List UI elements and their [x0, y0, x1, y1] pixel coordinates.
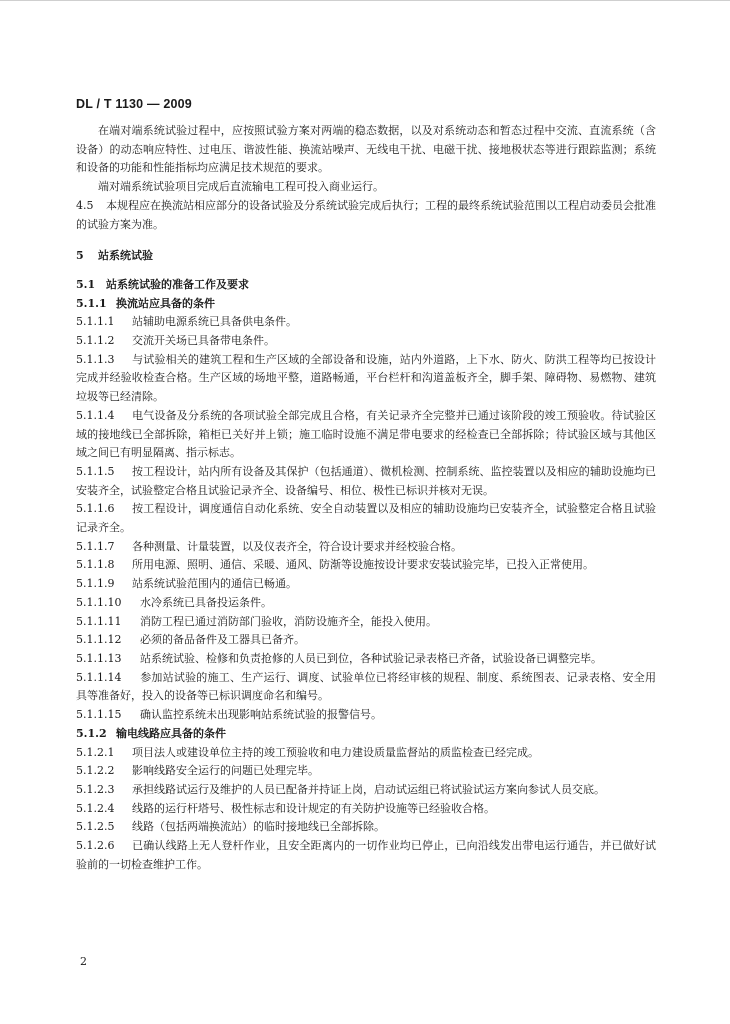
clause: 5.1.2.5 线路（包括两端换流站）的临时接地线已全部拆除。: [76, 820, 385, 834]
clause: 5.1.1.5 按工程设计，站内所有设备及其保护（包括通道）、微机检测、控制系统、监控装置以及相应的辅助设施均已安装齐全，试验整定合格且试验记录齐全、设备编号、相位、极性已标识并核对无误。: [76, 464, 656, 497]
clause: 5.1.1.12 必须的备品备件及工器具已备齐。: [76, 633, 305, 647]
clause: 5.1.2.2 影响线路安全运行的问题已处理完毕。: [76, 764, 319, 778]
clause: 5.1.2.4 线路的运行杆塔号、极性标志和设计规定的有关防护设施等已经验收合格。: [76, 801, 495, 815]
clause: 5.1.1.10 水冷系统已具备投运条件。: [76, 595, 272, 609]
paragraph: 端对端系统试验项目完成后直流输电工程可投入商业运行。: [98, 180, 384, 194]
subsubsection-heading: 5.1.1 换流站应具备的条件: [76, 296, 215, 310]
clause: 5.1.1.3 与试验相关的建筑工程和生产区域的全部设备和设施，站内外道路，上下水、防火、防洪工程等均已按设计完成并经验收检查合格。生产区域的场地平整，道路畅通，平台栏杆和沟道盖板齐全，脚手架、障碍物、易燃物、建筑垃圾等已经清除。: [76, 352, 656, 404]
section-heading: 5 站系统试验: [76, 249, 153, 263]
paragraph: 在端对端系统试验过程中，应按照试验方案对两端的稳态数据，以及对系统动态和暂态过程中交流、直流系统（含设备）的动态响应特性、过电压、谐波性能、换流站噪声、无线电干扰、电磁干扰、接地极状态等进行跟踪监测；系统和设备的功能和性能指标均应满足技术规范的要求。: [76, 124, 656, 175]
clause: 5.1.1.14 参加站试验的施工、生产运行、调度、试验单位已将经审核的规程、制度、系统图表、记录表格、安全用具等准备好，投入的设备等已标识调度命名和编号。: [76, 670, 656, 703]
clause: 5.1.1.6 按工程设计，调度通信自动化系统、安全自动装置以及相应的辅助设施均已安装齐全，试验整定合格且试验记录齐全。: [76, 502, 656, 535]
clause: 5.1.1.8 所用电源、照明、通信、采暖、通风、防渐等设施按设计要求安装试验完毕，已投入正常使用。: [76, 558, 594, 572]
clause: 5.1.1.15 确认监控系统未出现影响站系统试验的报警信号。: [76, 708, 382, 722]
document-id-header: DL / T 1130 — 2009: [76, 97, 192, 111]
subsection-heading: 5.1 站系统试验的准备工作及要求: [76, 277, 249, 291]
clause: 5.1.2.1 项目法人或建设单位主持的竣工预验收和电力建设质量监督站的质监检查已经完成。: [76, 745, 539, 759]
clause: 5.1.1.13 站系统试验、检修和负责抢修的人员已到位，各种试验记录表格已齐备，试验设备已调整完毕。: [76, 651, 602, 665]
clause: 5.1.1.7 各种测量、计量装置，以及仪表齐全，符合设计要求并经校验合格。: [76, 539, 462, 553]
clause: 5.1.1.11 消防工程已通过消防部门验收，消防设施齐全，能投入使用。: [76, 614, 437, 628]
page-number: 2: [80, 955, 87, 968]
subsubsection-heading: 5.1.2 输电线路应具备的条件: [76, 726, 226, 740]
clause-4-5: 4.5 本规程应在换流站相应部分的设备试验及分系统试验完成后执行；工程的最终系统试验范围以工程启动委员会批准的试验方案为准。: [76, 198, 656, 231]
clause: 5.1.1.9 站系统试验范围内的通信已畅通。: [76, 577, 297, 591]
clause: 5.1.2.6 已确认线路上无人登杆作业，且安全距离内的一切作业均已停止，已向沿线发出带电运行通告，并已做好试验前的一切检查维护工作。: [76, 839, 656, 871]
clause: 5.1.1.2 交流开关场已具备带电条件。: [76, 334, 275, 348]
clause: 5.1.1.1 站辅助电源系统已具备供电条件。: [76, 315, 297, 329]
document-body: [76, 122, 656, 874]
top-border: [0, 0, 730, 1]
clause: 5.1.2.3 承担线路试运行及维护的人员已配备并持证上岗，启动试运组已将试验试运方案向参试人员交底。: [76, 782, 605, 796]
clause: 5.1.1.4 电气设备及分系统的各项试验全部完成且合格，有关记录齐全完整并已通过该阶段的竣工预验收。待试验区域的接地线已全部拆除，箱柜已关好并上锁；施工临时设施不满足带电要求的经检查已全部拆除；待试验区域与其他区域之间已有明显隔离、指示标志。: [76, 408, 656, 460]
